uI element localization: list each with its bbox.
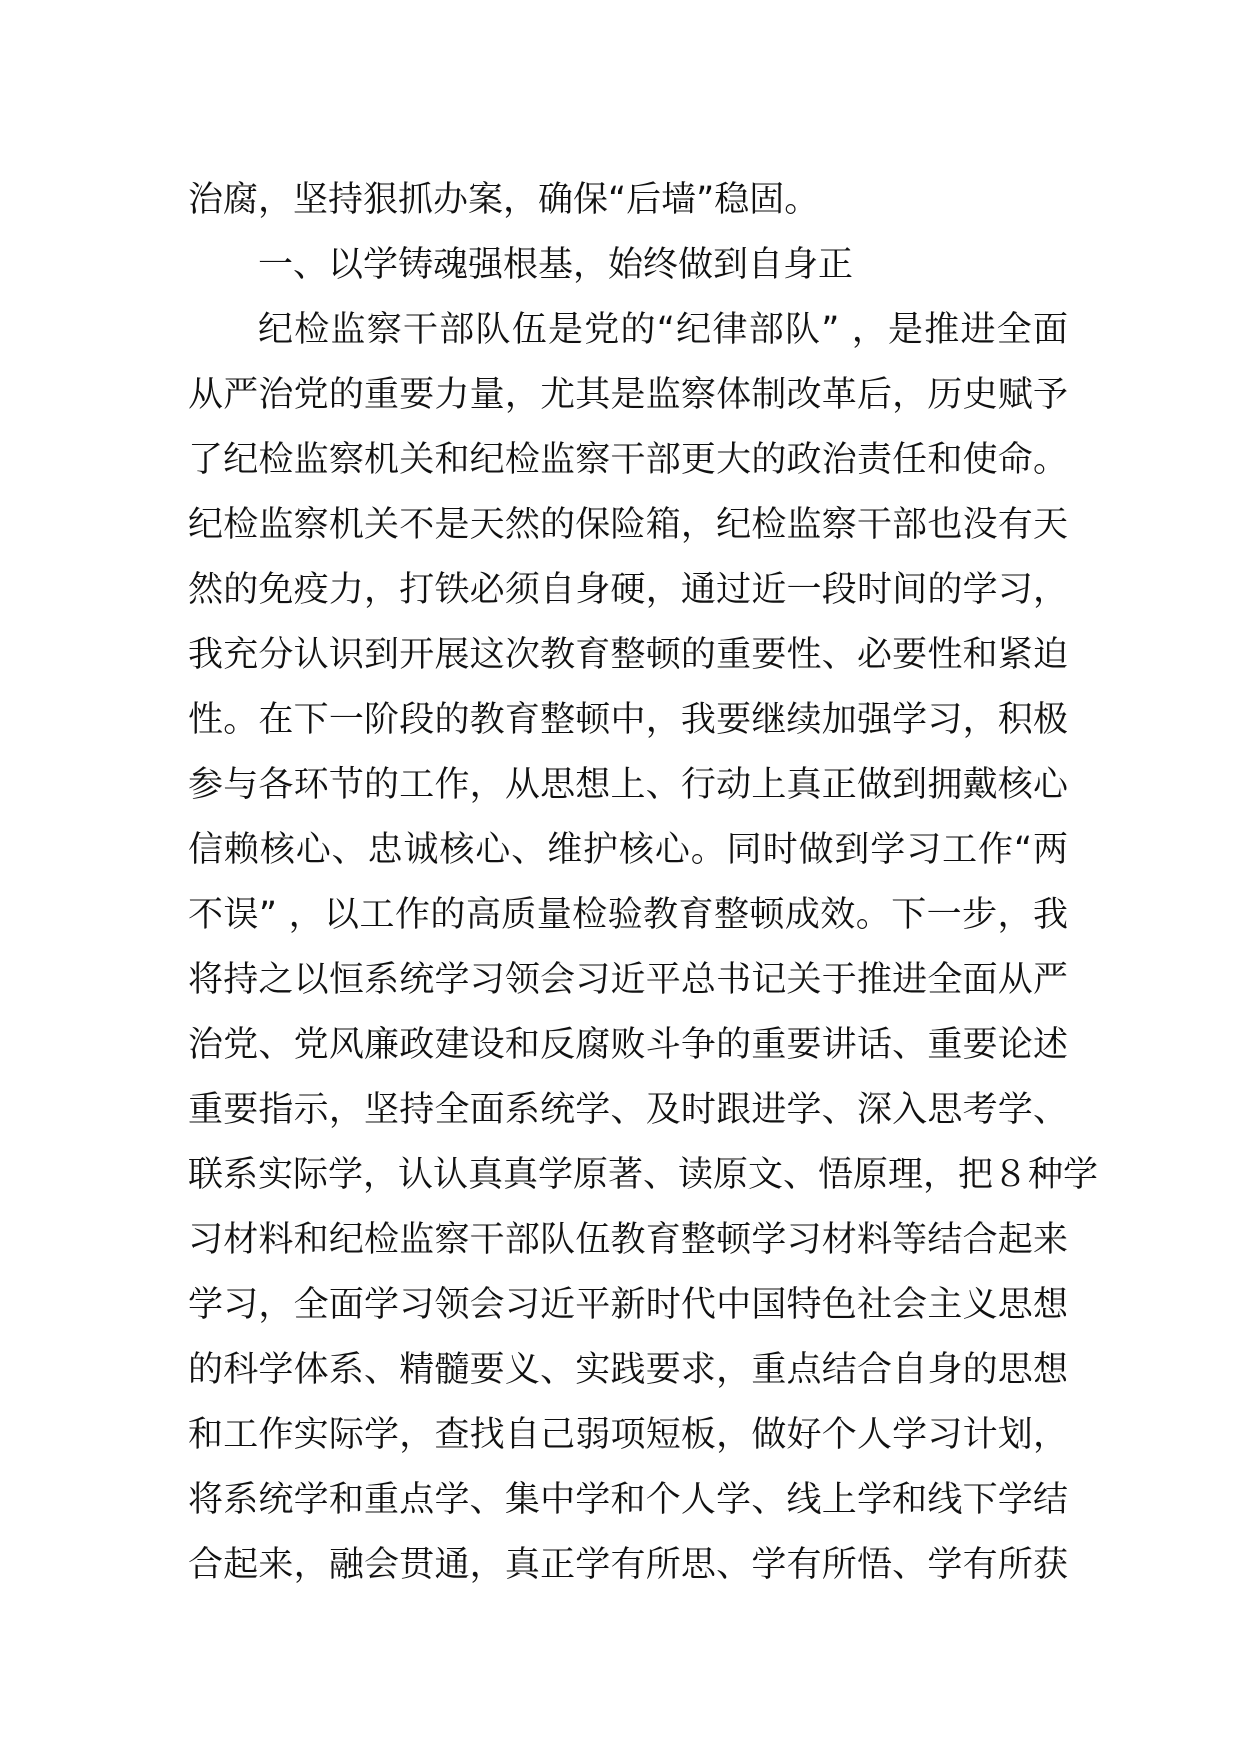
text-line: 将系统学和重点学、集中学和个人学、线上学和线下学结 bbox=[188, 1480, 1068, 1520]
text-line: 了纪检监察机关和纪检监察干部更大的政治责任和使命。 bbox=[188, 440, 1068, 480]
text-line: 习材料和纪检监察干部队伍教育整顿学习材料等结合起来 bbox=[188, 1220, 1068, 1260]
text-line: 纪检监察干部队伍是党的“纪律部队” ，是推进全面 bbox=[258, 310, 1068, 350]
text-line: 我充分认识到开展这次教育整顿的重要性、必要性和紧迫 bbox=[188, 635, 1068, 675]
text-line: 治党、党风廉政建设和反腐败斗争的重要讲话、重要论述 bbox=[188, 1025, 1068, 1065]
text-line: 参与各环节的工作，从思想上、行动上真正做到拥戴核心 bbox=[188, 765, 1068, 805]
text-line: 重要指示，坚持全面系统学、及时跟进学、深入思考学、 bbox=[188, 1090, 1068, 1130]
text-line: 然的免疫力，打铁必须自身硬，通过近一段时间的学习， bbox=[188, 570, 1068, 610]
text-line: 从严治党的重要力量，尤其是监察体制改革后，历史赋予 bbox=[188, 375, 1068, 415]
section-heading: 一、以学铸魂强根基，始终做到自身正 bbox=[258, 245, 854, 285]
text-line: 将持之以恒系统学习领会习近平总书记关于推进全面从严 bbox=[188, 960, 1068, 1000]
text-line: 治腐，坚持狠抓办案，确保“后墙”稳固。 bbox=[188, 180, 820, 220]
text-line: 和工作实际学，查找自己弱项短板，做好个人学习计划， bbox=[188, 1415, 1068, 1455]
text-line: 合起来，融会贯通，真正学有所思、学有所悟、学有所获 bbox=[188, 1545, 1068, 1585]
text-line: 联系实际学，认认真真学原著、读原文、悟原理，把８种学 bbox=[188, 1155, 1099, 1195]
body-text bbox=[188, 168, 1099, 1598]
text-line: 学习，全面学习领会习近平新时代中国特色社会主义思想 bbox=[188, 1285, 1068, 1325]
text-line: 的科学体系、精髓要义、实践要求，重点结合自身的思想 bbox=[188, 1350, 1068, 1390]
text-line: 信赖核心、忠诚核心、维护核心。同时做到学习工作“两 bbox=[188, 830, 1068, 870]
text-line: 纪检监察机关不是天然的保险箱，纪检监察干部也没有天 bbox=[188, 505, 1068, 545]
text-line: 性。在下一阶段的教育整顿中，我要继续加强学习，积极 bbox=[188, 700, 1068, 740]
text-line: 不误” ，以工作的高质量检验教育整顿成效。下一步，我 bbox=[188, 895, 1068, 935]
